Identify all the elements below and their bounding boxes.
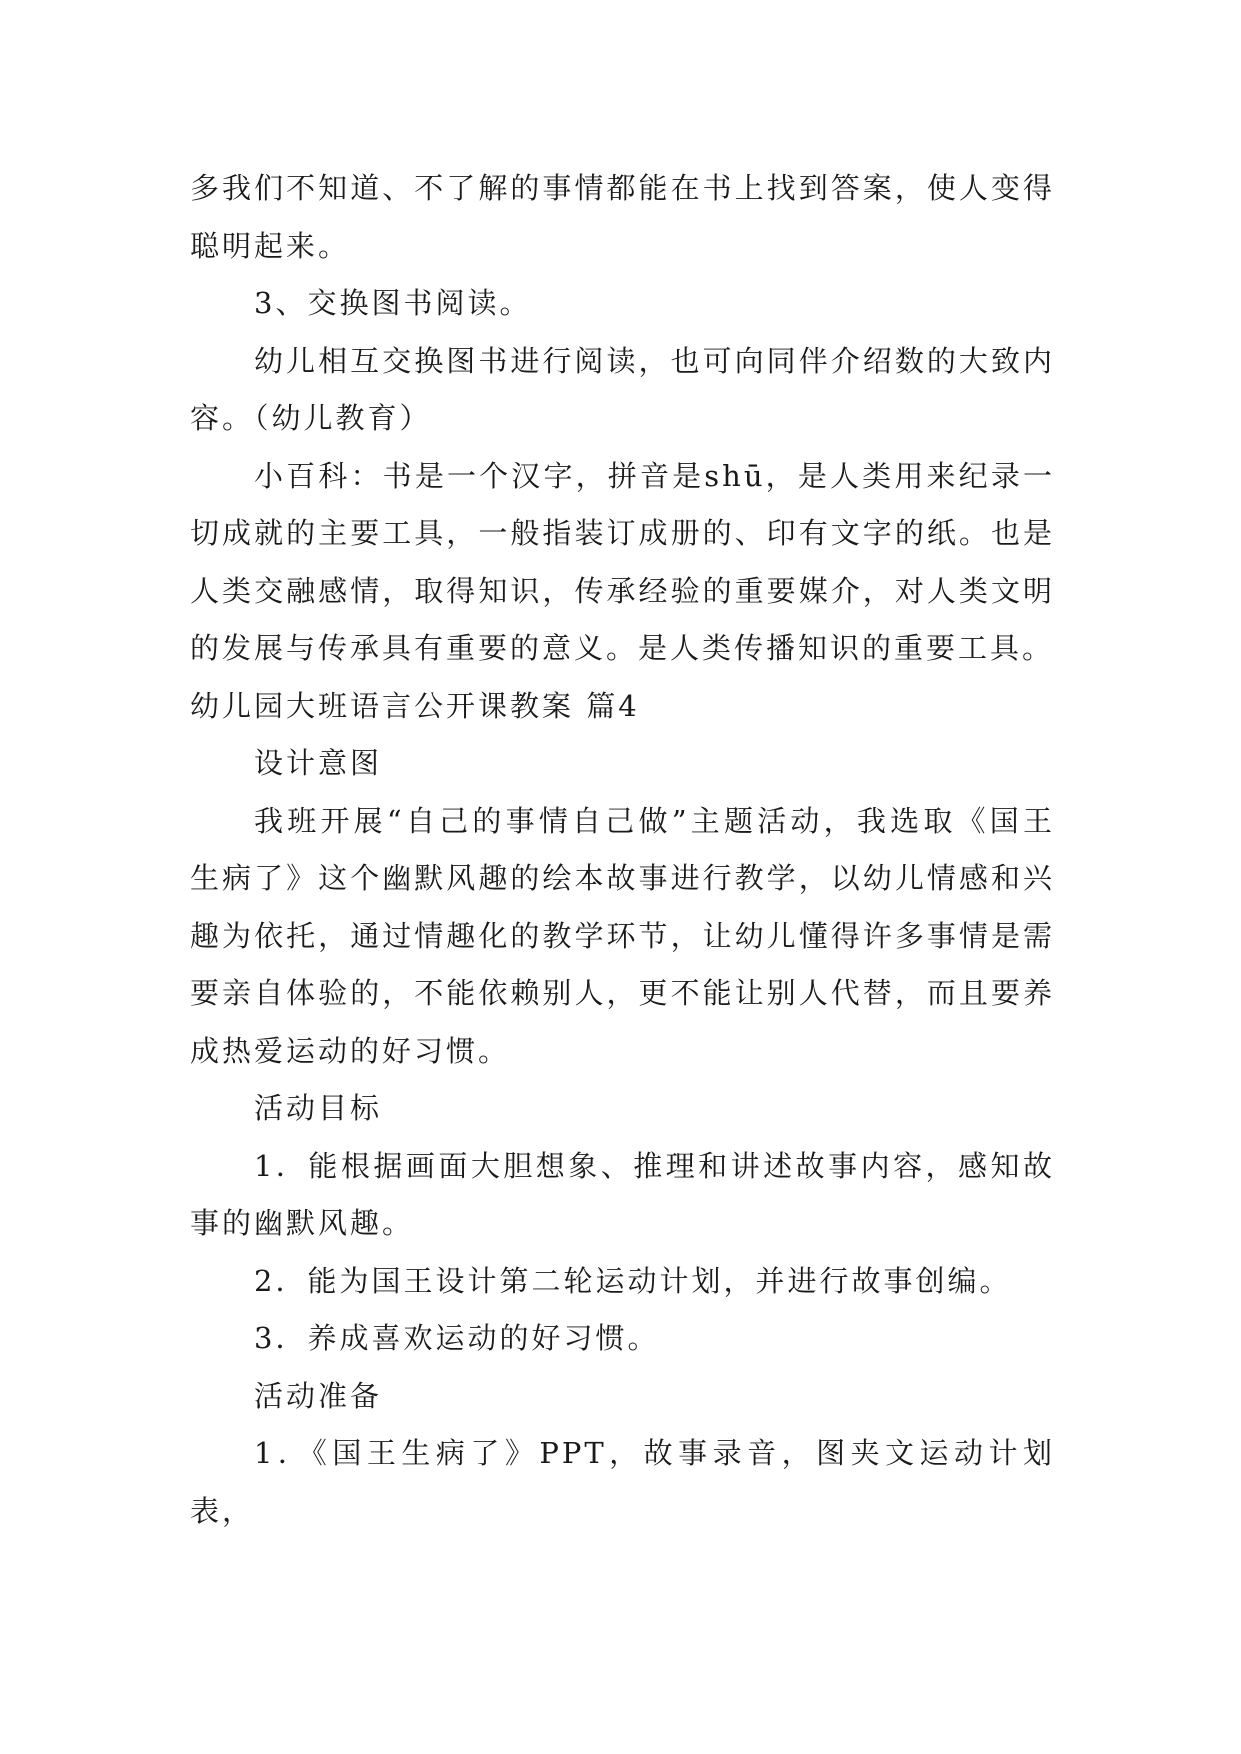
- preparation-item-1: 1．《国王生病了》PPT，故事录音，图夹文运动计划表，: [190, 1436, 1055, 1528]
- paragraph-step-3-title: 3、交换图书阅读。: [254, 286, 532, 320]
- goal-item-3: 3．养成喜欢运动的好习惯。: [254, 1321, 660, 1355]
- goal-item-2: 2．能为国王设计第二轮运动计划，并进行故事创编。: [254, 1263, 1012, 1298]
- paragraph-exchange-books: 幼儿相互交换图书进行阅读，也可向同伴介绍数的大致内容。（幼儿教育）: [190, 343, 1055, 435]
- subheading-activity-preparation: 活动准备: [254, 1378, 383, 1413]
- section-heading-lesson-4: 幼儿园大班语言公开课教案 篇4: [190, 688, 640, 723]
- document-body: [190, 160, 1055, 1540]
- subheading-design-intent: 设计意图: [254, 746, 383, 780]
- paragraph-encyclopedia-note: 小百科：书是一个汉字，拼音是shū，是人类用来纪录一切成就的主要工具，一般指装订成册的、印有文字的纸。也是人类交融感情，取得知识，传承经验的重要媒介，对人类文明的发展与传承具有重要的意义。是人类传播知识的重要工具。: [190, 458, 1055, 665]
- subheading-activity-goals: 活动目标: [254, 1091, 383, 1125]
- paragraph-continuation: 多我们不知道、不了解的事情都能在书上找到答案，使人变得聪明起来。: [190, 171, 1055, 263]
- goal-item-1: 1．能根据画面大胆想象、推理和讲述故事内容，感知故事的幽默风趣。: [190, 1148, 1055, 1240]
- paragraph-design-intent: 我班开展“自己的事情自己做”主题活动，我选取《国王生病了》这个幽默风趣的绘本故事进行教学，以幼儿情感和兴趣为依托，通过情趣化的教学环节，让幼儿懂得许多事情是需要亲自体验的，不能依赖别人，更不能让别人代替，而且要养成热爱运动的好习惯。: [190, 803, 1055, 1068]
